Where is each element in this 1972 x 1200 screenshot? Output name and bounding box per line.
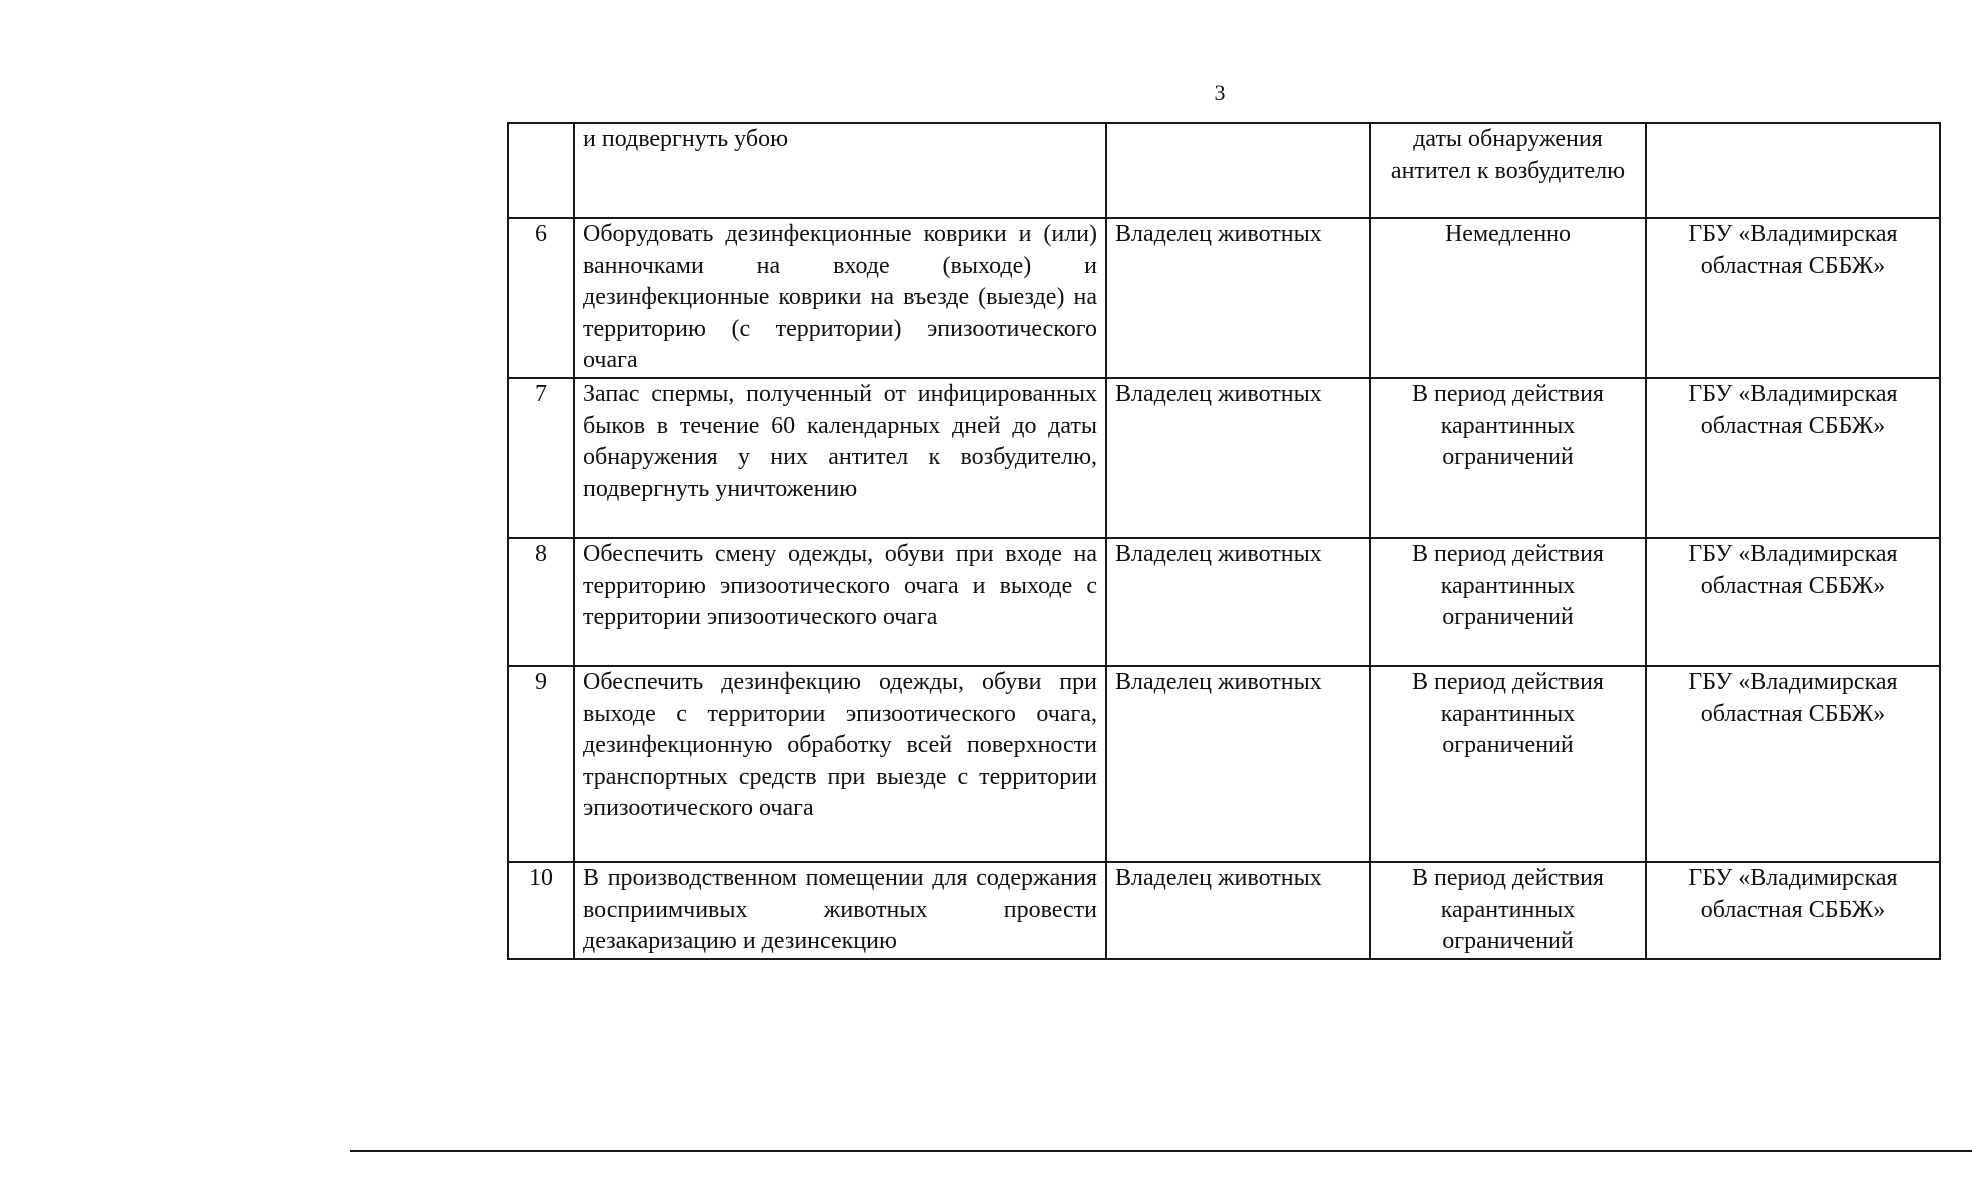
row-number xyxy=(508,123,574,218)
responsible-cell: ГБУ «Владимирская областная СББЖ» xyxy=(1646,378,1940,538)
executor-cell: Владелец животных xyxy=(1106,218,1370,378)
row-number: 8 xyxy=(508,538,574,666)
table-row xyxy=(508,666,1940,862)
executor-cell: Владелец животных xyxy=(1106,862,1370,959)
responsible-cell: ГБУ «Владимирская областная СББЖ» xyxy=(1646,218,1940,378)
executor-cell: Владелец животных xyxy=(1106,378,1370,538)
responsible-cell: ГБУ «Владимирская областная СББЖ» xyxy=(1646,666,1940,862)
term-cell: В период действия карантинных ограничений xyxy=(1370,378,1646,538)
responsible-cell: ГБУ «Владимирская областная СББЖ» xyxy=(1646,862,1940,959)
measure-cell: Обеспечить дезинфекцию одежды, обуви при выходе с территории эпизоотического очага, дезинфекционную обработку всей поверхности транспортных средств при выезде с территории эпизоотического очага xyxy=(574,666,1106,862)
table-row xyxy=(508,218,1940,378)
executor-cell xyxy=(1106,123,1370,218)
row-number: 7 xyxy=(508,378,574,538)
term-cell: Немедленно xyxy=(1370,218,1646,378)
footer-divider xyxy=(350,1150,1972,1152)
responsible-cell: ГБУ «Владимирская областная СББЖ» xyxy=(1646,538,1940,666)
row-number: 6 xyxy=(508,218,574,378)
responsible-cell xyxy=(1646,123,1940,218)
measure-cell: и подвергнуть убою xyxy=(574,123,1106,218)
term-cell: даты обнаружения антител к возбудителю xyxy=(1370,123,1646,218)
measure-cell: Обеспечить смену одежды, обуви при входе на территорию эпизоотического очага и выходе с территории эпизоотического очага xyxy=(574,538,1106,666)
measures-table xyxy=(507,122,1941,960)
row-number: 9 xyxy=(508,666,574,862)
table-row xyxy=(508,862,1940,959)
table-row xyxy=(508,378,1940,538)
executor-cell: Владелец животных xyxy=(1106,666,1370,862)
term-cell: В период действия карантинных ограничений xyxy=(1370,666,1646,862)
measure-cell: Оборудовать дезинфекционные коврики и (или) ванночками на входе (выходе) и дезинфекционные коврики на въезде (выезде) на территорию (с территории) эпизоотического очага xyxy=(574,218,1106,378)
measure-cell: В производственном помещении для содержания восприимчивых животных провести дезакаризацию и дезинсекцию xyxy=(574,862,1106,959)
term-cell: В период действия карантинных ограничений xyxy=(1370,538,1646,666)
measure-cell: Запас спермы, полученный от инфицированных быков в течение 60 календарных дней до даты обнаружения у них антител к возбудителю, подвергнуть уничтожению xyxy=(574,378,1106,538)
row-number: 10 xyxy=(508,862,574,959)
page-number: 3 xyxy=(1214,80,1226,105)
table-row xyxy=(508,538,1940,666)
table-row xyxy=(508,123,1940,218)
executor-cell: Владелец животных xyxy=(1106,538,1370,666)
term-cell: В период действия карантинных ограничений xyxy=(1370,862,1646,959)
